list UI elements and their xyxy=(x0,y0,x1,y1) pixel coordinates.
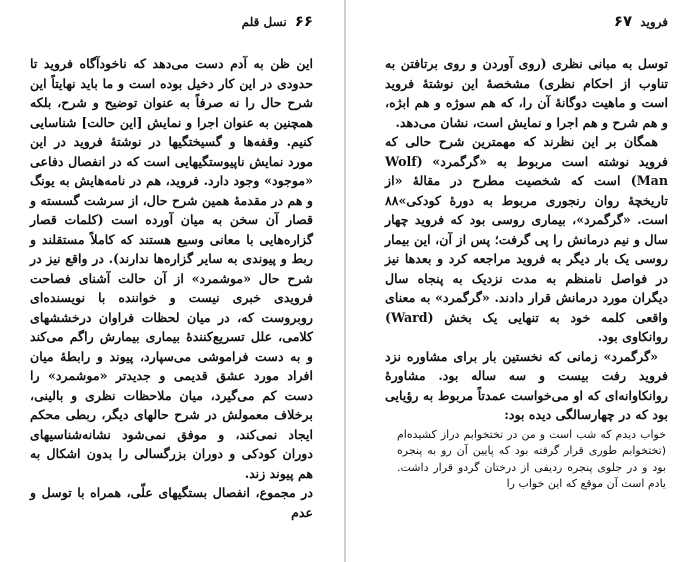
page-number: ۶۷ xyxy=(613,12,633,30)
right-page-body xyxy=(385,54,668,493)
paragraph: همگان بر این نظرند که مهمترین شرح حالی که فروید نوشته است مربوط به «گرگمرد» (Wolf Man) است که شخصیت مطرح در مقالهٔ «از تاریخچهٔ روان رنجوری مربوط به دورهٔ کودکی»۸۸ است. «گرگمرد»، بیماری روسی بود که فروید چهار سال و نیم درمانش را پی گرفت؛ پس از آن، این بیمار روسی یک بار دیگر به فروید مراجعه کرد و بعدها نیز در فواصل نامنظم به مدت نزدیک به پنجاه سال دیگران مورد درمانش قرار دادند. «گرگمرد» به معنای واقعی کلمه خود به تنهایی یک بخش (Ward) روانکاوی بود. xyxy=(385,134,668,344)
left-page-header xyxy=(30,12,313,40)
paragraph: این ظن به آدم دست می‌دهد که ناخودآگاه فروید تا حدودی در این کار دخیل بوده است و ما باید نهایتاً این شرح حال را نه صرفاً به عنوان توضیح و شرح، بلکه همچنین به عنوان اجرا و نمایش [این حالت] شناسایی کنیم. وقفه‌ها و گسیختگیها در نوشتهٔ فروید در این مورد نمایش ناپیوستگیهایی است که در انفصال دفاعی «موجود» وجود دارد. فروید، هم در نامه‌هایش به یونگ و هم در مقدمهٔ همین شرح حال، از سرشت گسسته و قصار آن سخن به میان آورده است (کلمات قصار گزاره‌هایی با معانی وسیع هستند که کاملاً مستقلند و ربط و پیوندی به سایر گزاره‌ها ندارند). در واقع نیز در شرح حال «موشمرد» از آن حالت آشنای فصاحت فرویدی خبری نیست و خواننده با نویسنده‌ای روبروست که، در میان لحظات فراوان درخششهای کلامی، علل تسریع‌کنندهٔ بیماری بیمارش راگم می‌کند و به دست فراموشی می‌سپارد، پیوند و رابطهٔ میان افراد مورد عشق قدیمی و جدیدتر «موشمرد» را دست کم می‌گیرد، میان ملاحظات نظری و بالینی، برخلاف معمولش در شرح حالهای دیگر، ربطی محکم ایجاد نمی‌کند، و موفق نمی‌شود نشانه‌شناسیهای دوران کودکی و دوران بزرگسالی را بدون اشکال به هم پیوند زند. xyxy=(30,56,313,481)
block-quote: خواب دیدم که شب است و من در تختخوابم دراز کشیده‌ام (تختخوابم طوری قرار گرفته بود که پایین آن رو به پنجره بود و در جلوی پنجره ردیفی از درختان گردو قرار داشت. یادم است آن موقع که این خواب را xyxy=(397,427,666,490)
page-number: ۶۶ xyxy=(294,12,313,30)
running-title: نسل قلم xyxy=(241,15,287,29)
paragraph: «گرگمرد» زمانی که نخستین بار برای مشاوره نزد فروید رفت بیست و سه ساله بود. مشاورهٔ روانکاوانه‌ای که او می‌خواست عمدتاً مربوط به رؤیایی بود که در چهارسالگی دیده بود: xyxy=(385,348,668,422)
paragraph: در مجموع، انفصال بستگیهای علّی، همراه با توسل و عدم xyxy=(30,485,313,520)
running-title: فروید xyxy=(640,15,668,29)
right-page-header xyxy=(385,12,668,40)
right-page xyxy=(345,0,690,562)
left-page-body xyxy=(30,54,313,522)
paragraph: توسل به مبانی نظری (روی آوردن و روی برتافتن به تناوب از احکام نظری) مشخصهٔ این نوشتهٔ فروید است و ماهیت دوگانهٔ آن را، که هم سوژه و هم ابژه، و هم شرح و هم اجرا و نمایش است، نشان می‌دهد. xyxy=(385,56,668,130)
